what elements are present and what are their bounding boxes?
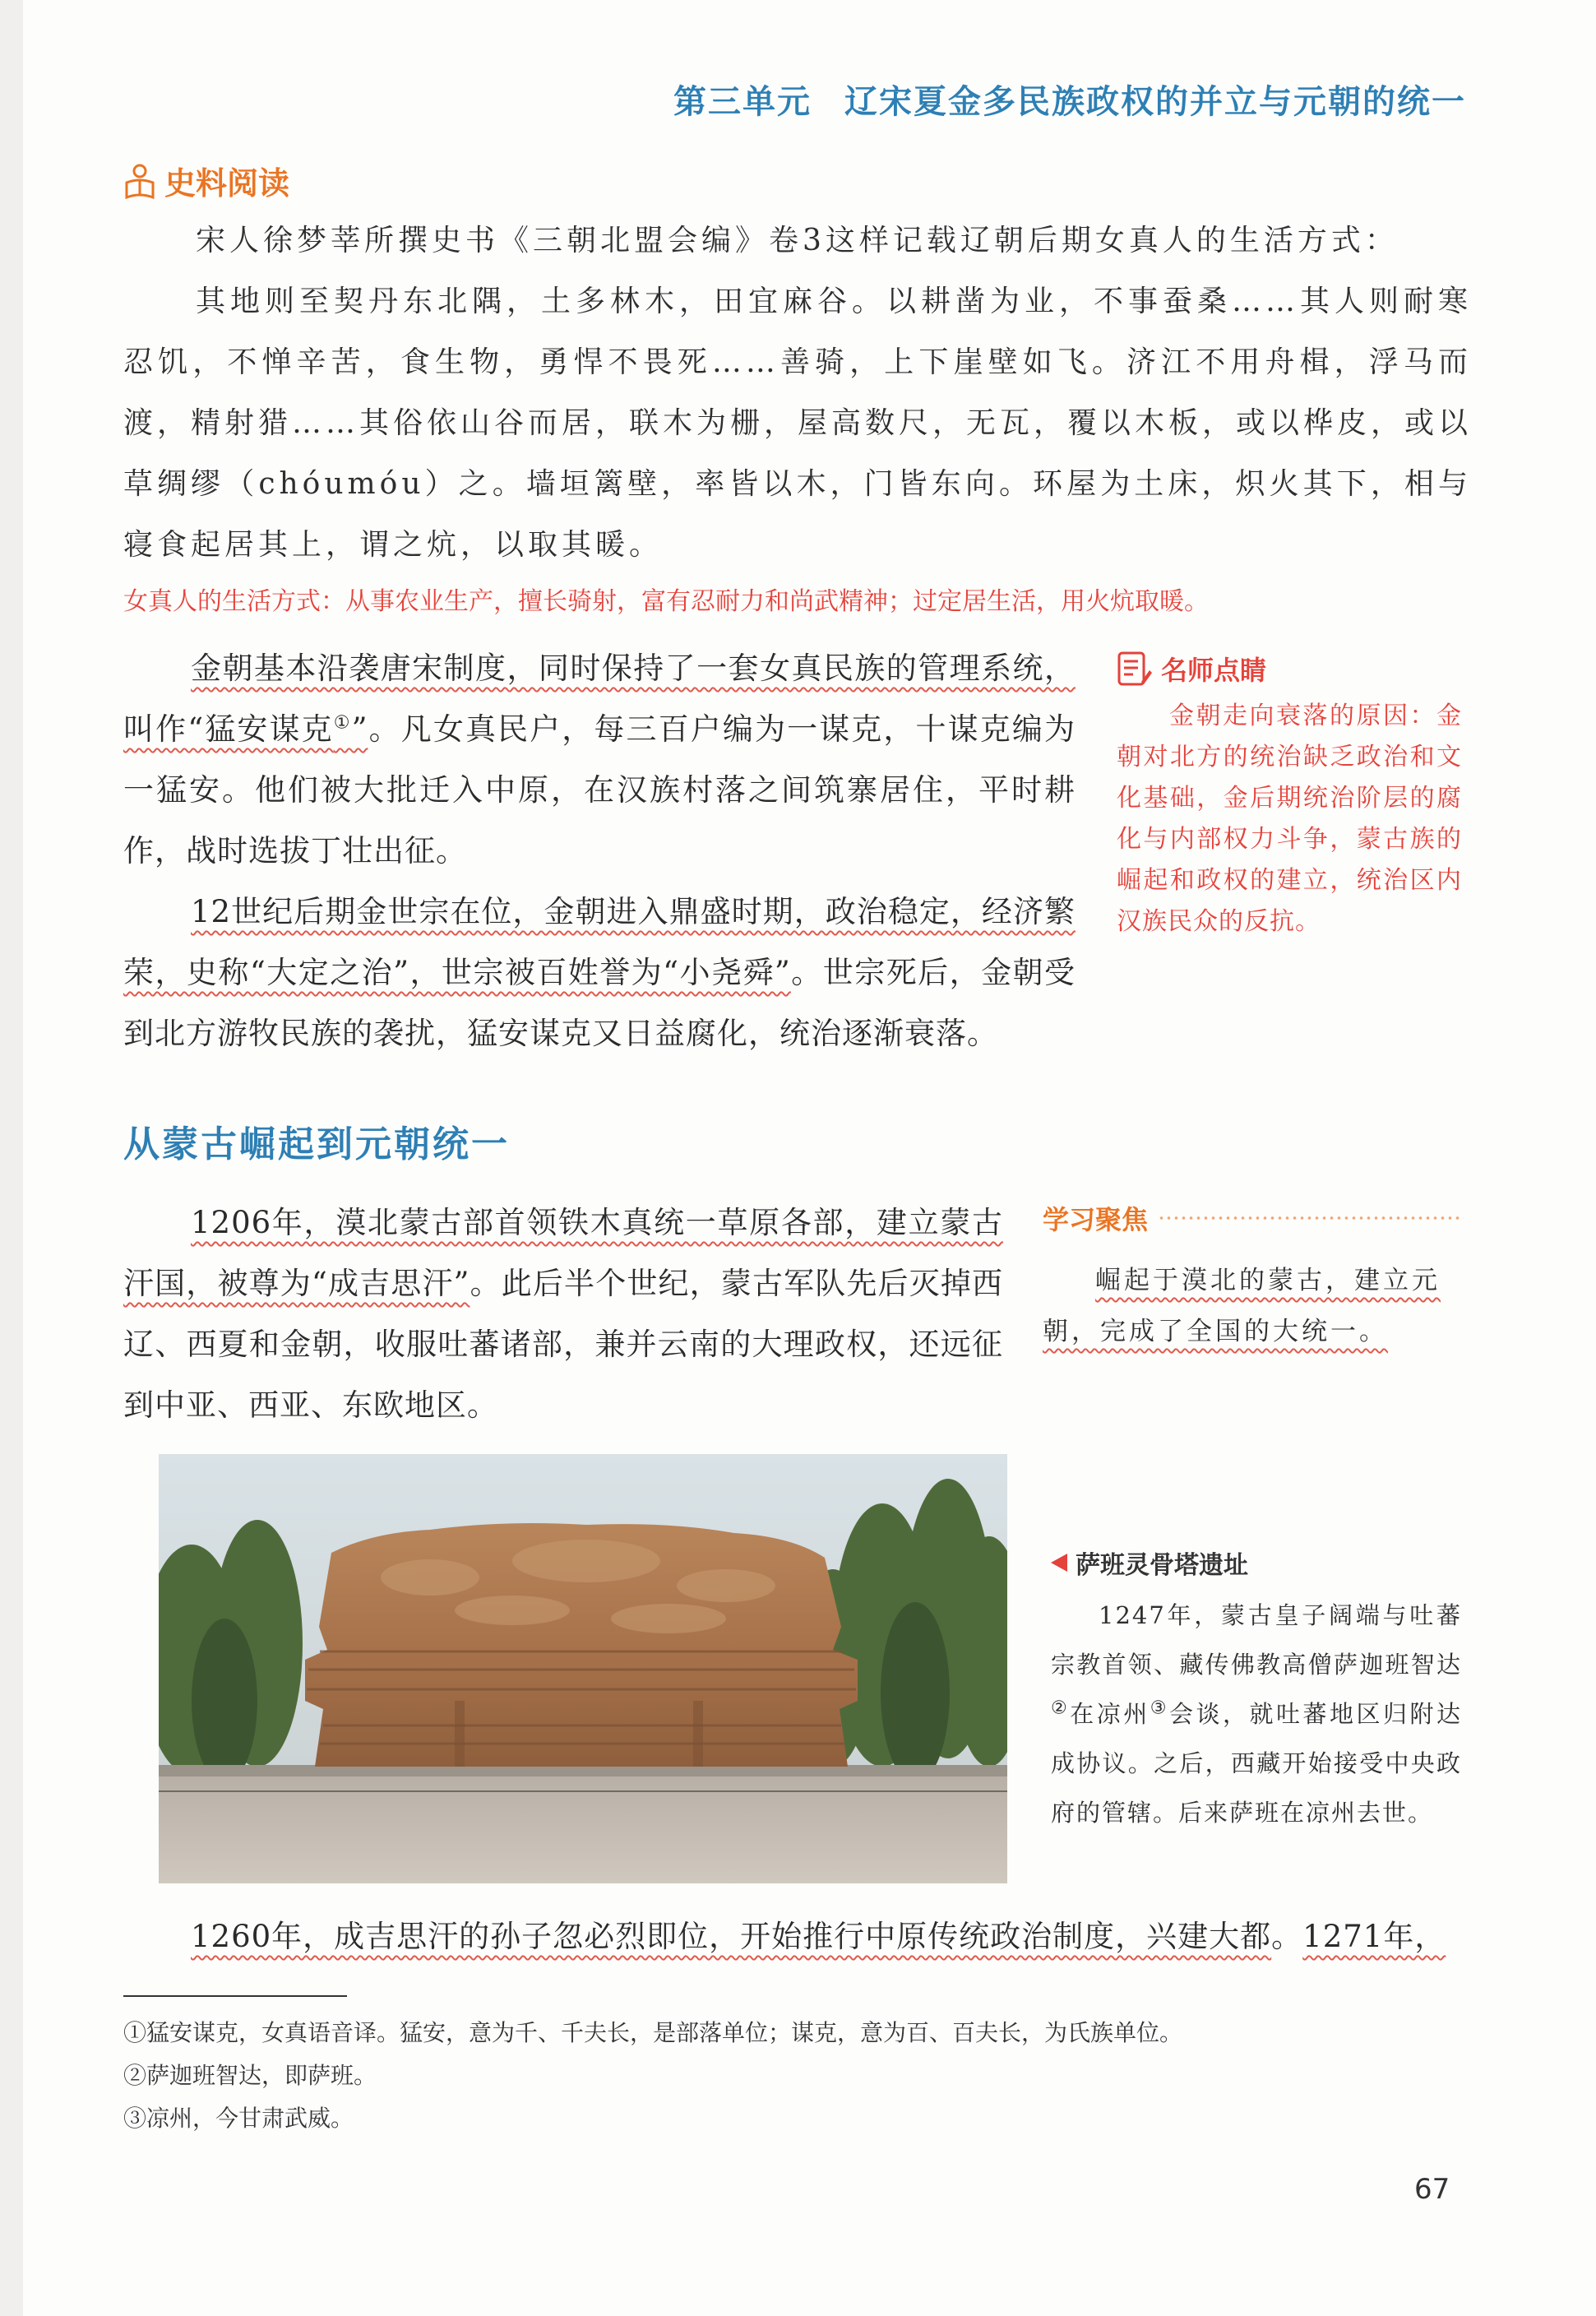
learning-focus-box: [1043, 1199, 1464, 1357]
dotted-rule: [1158, 1215, 1464, 1221]
para1-text-c: 。凡女真民户，每三百户编为一谋克，十谋克编为一猛安。他们被大批迁入中原，在汉族村落之间筑寨居住，平时耕作，战时选拔丁壮出征。: [123, 711, 1076, 868]
page-number: 67: [1414, 2173, 1450, 2206]
teacher-note-label: 名师点睛: [1161, 655, 1267, 686]
photo-caption-heading: [1051, 1545, 1462, 1581]
footnotes: [123, 2012, 1472, 2140]
footnote-divider: [123, 1995, 347, 1997]
last-para-underlined: 1260年，成吉思汗的孙子忽必烈即位，开始推行中原传统政治制度，兴建大都: [191, 1919, 1272, 1954]
unit-title: 辽宋夏金多民族政权的并立与元朝的统一: [844, 83, 1466, 121]
source-reading-heading: [123, 158, 289, 203]
photo-caption-text: [1051, 1591, 1462, 1837]
para1-text-a: 金朝基本沿袭唐宋制度，同时保持了一套女真民族的管理系统，叫作“猛安谋克: [123, 651, 1076, 747]
footnote-item: ②萨迦班智达，即萨班。: [123, 2062, 377, 2089]
footnote-item: ①猛安谋克，女真语音译。猛安，意为千、千夫长，是部落单位；谋克，意为百、百夫长，为氏族单位。: [123, 2019, 1183, 2046]
footnote-ref-3: ③: [1150, 1698, 1169, 1719]
caption-text-b: 在凉州: [1070, 1700, 1150, 1728]
section2-underlined: 1206年，漠北蒙古部首领铁木真统一草原各部，建立蒙古汗国，被尊为“成吉思汗”: [123, 1205, 1003, 1301]
learning-focus-heading: [1043, 1199, 1464, 1237]
section2-text-b: 。此后半个世纪，蒙古军队先后灭掉西辽、西夏和金朝，收服吐蕃诸部，兼并云南的大理政权，还远征到中亚、西亚、东欧地区。: [123, 1266, 1003, 1423]
last-para-underlined-b: 1271年，: [1302, 1919, 1446, 1954]
photo-caption-title: 萨班灵骨塔遗址: [1076, 1551, 1248, 1580]
learning-focus-text: [1043, 1255, 1464, 1357]
teacher-note-box: [1117, 650, 1462, 943]
teacher-note-heading: [1117, 650, 1462, 688]
paragraph-kublai: [123, 1906, 1472, 1967]
teacher-note-text: 金朝走向衰落的原因：金朝对北方的统治缺乏政治和文化基础，金后期统治阶层的腐化与内部权力斗争，蒙古族的崛起和政权的建立，统治区内汉族民众的反抗。: [1117, 702, 1462, 936]
page-header: [673, 76, 1466, 123]
source-annotation: 女真人的生活方式：从事农业生产，擅长骑射，富有忍耐力和尚武精神；过定居生活，用火炕取暖。: [123, 587, 1209, 616]
footnote-ref-1: ①: [333, 712, 352, 734]
paragraph-genghis-khan: [123, 1193, 1003, 1436]
section-heading-mongol: 从蒙古崛起到元朝统一: [123, 1123, 510, 1165]
learning-focus-underlined: 崛起于漠北的蒙古，建立元朝，完成了全国的大统一。: [1043, 1266, 1441, 1346]
photo-caption: [1051, 1545, 1462, 1837]
caption-text-c: 会谈，就吐蕃地区归附达成协议。之后，西藏开始接受中央政府的管辖。后来萨班在凉州去世。: [1051, 1700, 1462, 1827]
source-intro: 宋人徐梦莘所撰史书《三朝北盟会编》卷3这样记载辽朝后期女真人的生活方式：: [196, 224, 1399, 257]
footnote-item: ③凉州，今甘肃武威。: [123, 2105, 354, 2132]
source-reading-label: 史料阅读: [164, 165, 290, 201]
caption-pointer-icon: [1051, 1554, 1067, 1572]
para1-text-b: ”: [351, 711, 368, 747]
para2-text-b: 。世宗死后，金朝受到北方游牧民族的袭扰，猛安谋克又日益腐化，统治逐渐衰落。: [123, 955, 1076, 1051]
note-pen-icon: [1117, 651, 1153, 687]
saban-stupa-photo: [159, 1454, 1007, 1883]
para2-underlined: 12世纪后期金世宗在位，金朝进入鼎盛时期，政治稳定，经济繁荣，史称“大定之治”，世宗被百姓誉为“小尧舜”: [123, 894, 1076, 990]
last-para-text-b: 。: [1271, 1919, 1303, 1954]
caption-text-a: 1247年，蒙古皇子阔端与吐蕃宗教首领、藏传佛教高僧萨迦班智达: [1051, 1601, 1462, 1679]
reader-icon: [123, 163, 156, 199]
learning-focus-label: 学习聚焦: [1043, 1204, 1149, 1235]
footnote-ref-2: ②: [1051, 1698, 1071, 1719]
page-edge-strip: [0, 0, 23, 2316]
source-quote: 其地则至契丹东北隅，土多林木，田宜麻谷。以耕凿为业，不事蚕桑……其人则耐寒忍饥，不惮辛苦，食生物，勇悍不畏死……善骑，上下崖壁如飞。济江不用舟楫，浮马而渡，精射猎……其俗依山谷而居，联木为栅，屋高数尺，无瓦，覆以木板，或以桦皮，或以草绸缪（chóumóu）之。墙垣篱壁，率皆以木，门皆东向。环屋为土床，炽火其下，相与寝食起居其上，谓之炕，以取其暖。: [123, 285, 1473, 562]
unit-label: 第三单元: [673, 83, 812, 121]
paragraph-dading-rule: [123, 882, 1076, 1064]
paragraph-meng-an-mou-ke: [123, 638, 1076, 882]
